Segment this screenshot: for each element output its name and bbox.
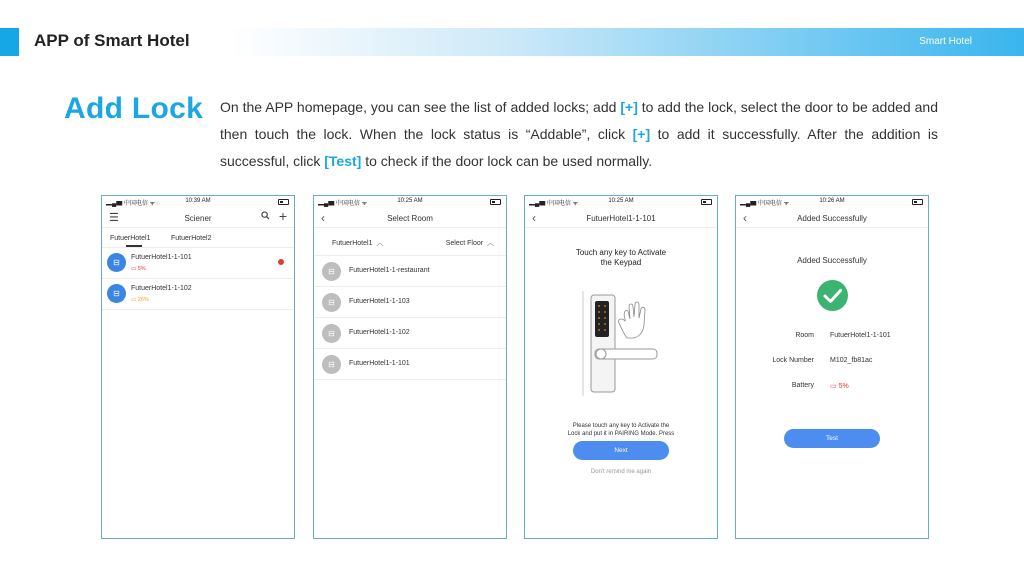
search-icon[interactable] bbox=[261, 211, 270, 223]
back-icon[interactable]: ‹ bbox=[321, 211, 325, 225]
nav-title: FutuerHotel1-1-101 bbox=[586, 214, 656, 223]
lock-battery bbox=[131, 266, 146, 272]
phone-activate-keypad bbox=[524, 195, 718, 539]
info-label-lock-number: Lock Number bbox=[772, 357, 814, 364]
back-icon[interactable]: ‹ bbox=[743, 211, 747, 225]
activate-heading-line1: Touch any key to Activate bbox=[575, 248, 667, 257]
tab-active-underline bbox=[126, 245, 142, 247]
phone-lock-list bbox=[101, 195, 295, 539]
status-bar bbox=[525, 196, 717, 208]
back-icon[interactable]: ‹ bbox=[532, 211, 536, 225]
lock-icon: ⊟ bbox=[107, 284, 126, 303]
add-lock-icon[interactable]: + bbox=[278, 208, 287, 224]
activate-heading bbox=[525, 248, 717, 268]
lock-icon: ⊟ bbox=[322, 293, 341, 312]
header-title: APP of Smart Hotel bbox=[34, 31, 190, 50]
room-list-item[interactable] bbox=[314, 318, 506, 349]
floor-filter-label: Select Floor bbox=[445, 240, 484, 247]
nav-title: Added Successfully bbox=[797, 214, 867, 223]
battery-small-icon: ▭ bbox=[830, 383, 837, 390]
activate-heading-line2: the Keypad bbox=[600, 258, 642, 267]
section-title: Add Lock bbox=[64, 92, 204, 125]
battery-small-icon: ▭ bbox=[131, 266, 137, 272]
phone-select-room bbox=[313, 195, 507, 539]
lock-name: FutuerHotel1-1-101 bbox=[131, 254, 192, 261]
intro-keyword-add: [+] bbox=[620, 99, 638, 115]
carrier-label: ▂▄▆ 中国电信 ᯤ bbox=[318, 201, 368, 207]
lock-name: FutuerHotel1-1-102 bbox=[131, 285, 192, 292]
lock-battery-value: 26% bbox=[137, 297, 149, 303]
lock-icon: ⊟ bbox=[107, 253, 126, 272]
pairing-hint-line1: Please touch any key to Activate the bbox=[572, 423, 670, 429]
lock-icon: ⊟ bbox=[322, 355, 341, 374]
lock-battery-value: 5% bbox=[137, 266, 146, 272]
info-label-battery: Battery bbox=[791, 382, 814, 389]
status-bar bbox=[736, 196, 928, 208]
carrier-label: ▂▄▆ 中国电信 ᯤ bbox=[740, 201, 790, 207]
lock-battery bbox=[131, 297, 149, 303]
battery-icon bbox=[912, 199, 923, 205]
room-list-item[interactable] bbox=[314, 256, 506, 287]
room-name: FutuerHotel1-1-102 bbox=[349, 329, 410, 336]
status-bar bbox=[102, 196, 294, 208]
hotel-filter-label: FutuerHotel1 bbox=[332, 240, 373, 247]
floor-filter[interactable] bbox=[446, 238, 494, 248]
intro-text-4: to check if the door lock can be used normally. bbox=[361, 153, 653, 169]
carrier-label: ▂▄▆ 中国电信 ᯤ bbox=[529, 201, 579, 207]
intro-text bbox=[220, 94, 938, 175]
header-bar bbox=[0, 28, 1024, 56]
info-value-room: FutuerHotel1-1-101 bbox=[830, 332, 891, 339]
nav-title: Select Room bbox=[387, 214, 433, 223]
nav-title: Sciener bbox=[184, 214, 212, 223]
status-time: 10:26 AM bbox=[819, 198, 845, 204]
menu-icon[interactable]: ☰ bbox=[109, 212, 119, 224]
nav-bar bbox=[314, 208, 506, 228]
battery-value: 5% bbox=[838, 383, 849, 390]
battery-icon bbox=[278, 199, 289, 205]
lock-list-item[interactable] bbox=[102, 279, 294, 310]
info-value-lock-number: M102_fb81ac bbox=[830, 357, 873, 364]
chevron-up-icon: ︿ bbox=[376, 240, 384, 247]
tab-futuerhotel1[interactable]: FutuerHotel1 bbox=[110, 235, 151, 242]
room-list-item[interactable] bbox=[314, 349, 506, 380]
room-name: FutuerHotel1-1-101 bbox=[349, 360, 410, 367]
alert-icon bbox=[278, 259, 284, 265]
intro-text-2: to add the lock, select the door to be added and then touch the lock. When the lock status is “Addable”, click bbox=[220, 99, 938, 142]
phone-added-successfully bbox=[735, 195, 929, 539]
intro-text-1: On the APP homepage, you can see the list of added locks; add bbox=[220, 99, 621, 115]
info-label-room: Room bbox=[795, 332, 814, 339]
nav-bar bbox=[102, 208, 294, 228]
intro-keyword-test: [Test] bbox=[324, 153, 362, 169]
room-filters bbox=[314, 228, 506, 256]
header-accent bbox=[0, 28, 19, 56]
checkmark-icon bbox=[817, 280, 848, 311]
next-button[interactable]: Next bbox=[573, 441, 669, 460]
info-value-battery bbox=[830, 382, 849, 390]
door-lock-illustration bbox=[581, 291, 671, 396]
lock-icon: ⊟ bbox=[322, 324, 341, 343]
battery-small-icon: ▭ bbox=[131, 297, 137, 303]
battery-icon bbox=[701, 199, 712, 205]
chevron-up-icon: ︿ bbox=[487, 240, 494, 247]
intro-text-3: to add it successfully. After the addition is successful, click bbox=[220, 126, 938, 169]
lock-icon: ⊟ bbox=[322, 262, 341, 281]
room-list-item[interactable] bbox=[314, 287, 506, 318]
status-time: 10:25 AM bbox=[608, 198, 634, 204]
success-message: Added Successfully bbox=[797, 256, 867, 265]
battery-icon bbox=[490, 199, 501, 205]
room-name: FutuerHotel1-1-restaurant bbox=[349, 267, 430, 274]
status-time: 10:25 AM bbox=[397, 198, 423, 204]
header-gradient bbox=[230, 28, 1024, 56]
dont-remind-link[interactable]: Don't remind me again bbox=[590, 469, 652, 475]
hotel-filter[interactable] bbox=[332, 238, 383, 248]
lock-list-item[interactable] bbox=[102, 248, 294, 279]
nav-bar bbox=[525, 208, 717, 228]
tab-futuerhotel2[interactable]: FutuerHotel2 bbox=[171, 235, 212, 242]
pairing-hint bbox=[539, 422, 703, 438]
intro-keyword-add-2: [+] bbox=[632, 126, 651, 142]
room-name: FutuerHotel1-1-103 bbox=[349, 298, 410, 305]
status-time: 10:39 AM bbox=[185, 198, 211, 204]
hotel-tabs bbox=[102, 228, 294, 248]
header-right-label: Smart Hotel bbox=[919, 36, 972, 47]
nav-bar bbox=[736, 208, 928, 228]
test-button[interactable]: Test bbox=[784, 429, 880, 448]
carrier-label: ▂▄▆ 中国电信 ᯤ ◌ bbox=[106, 201, 161, 207]
status-bar bbox=[314, 196, 506, 208]
pairing-hint-line2: Lock and put it in PAIRING Mode. Press bbox=[567, 431, 675, 437]
